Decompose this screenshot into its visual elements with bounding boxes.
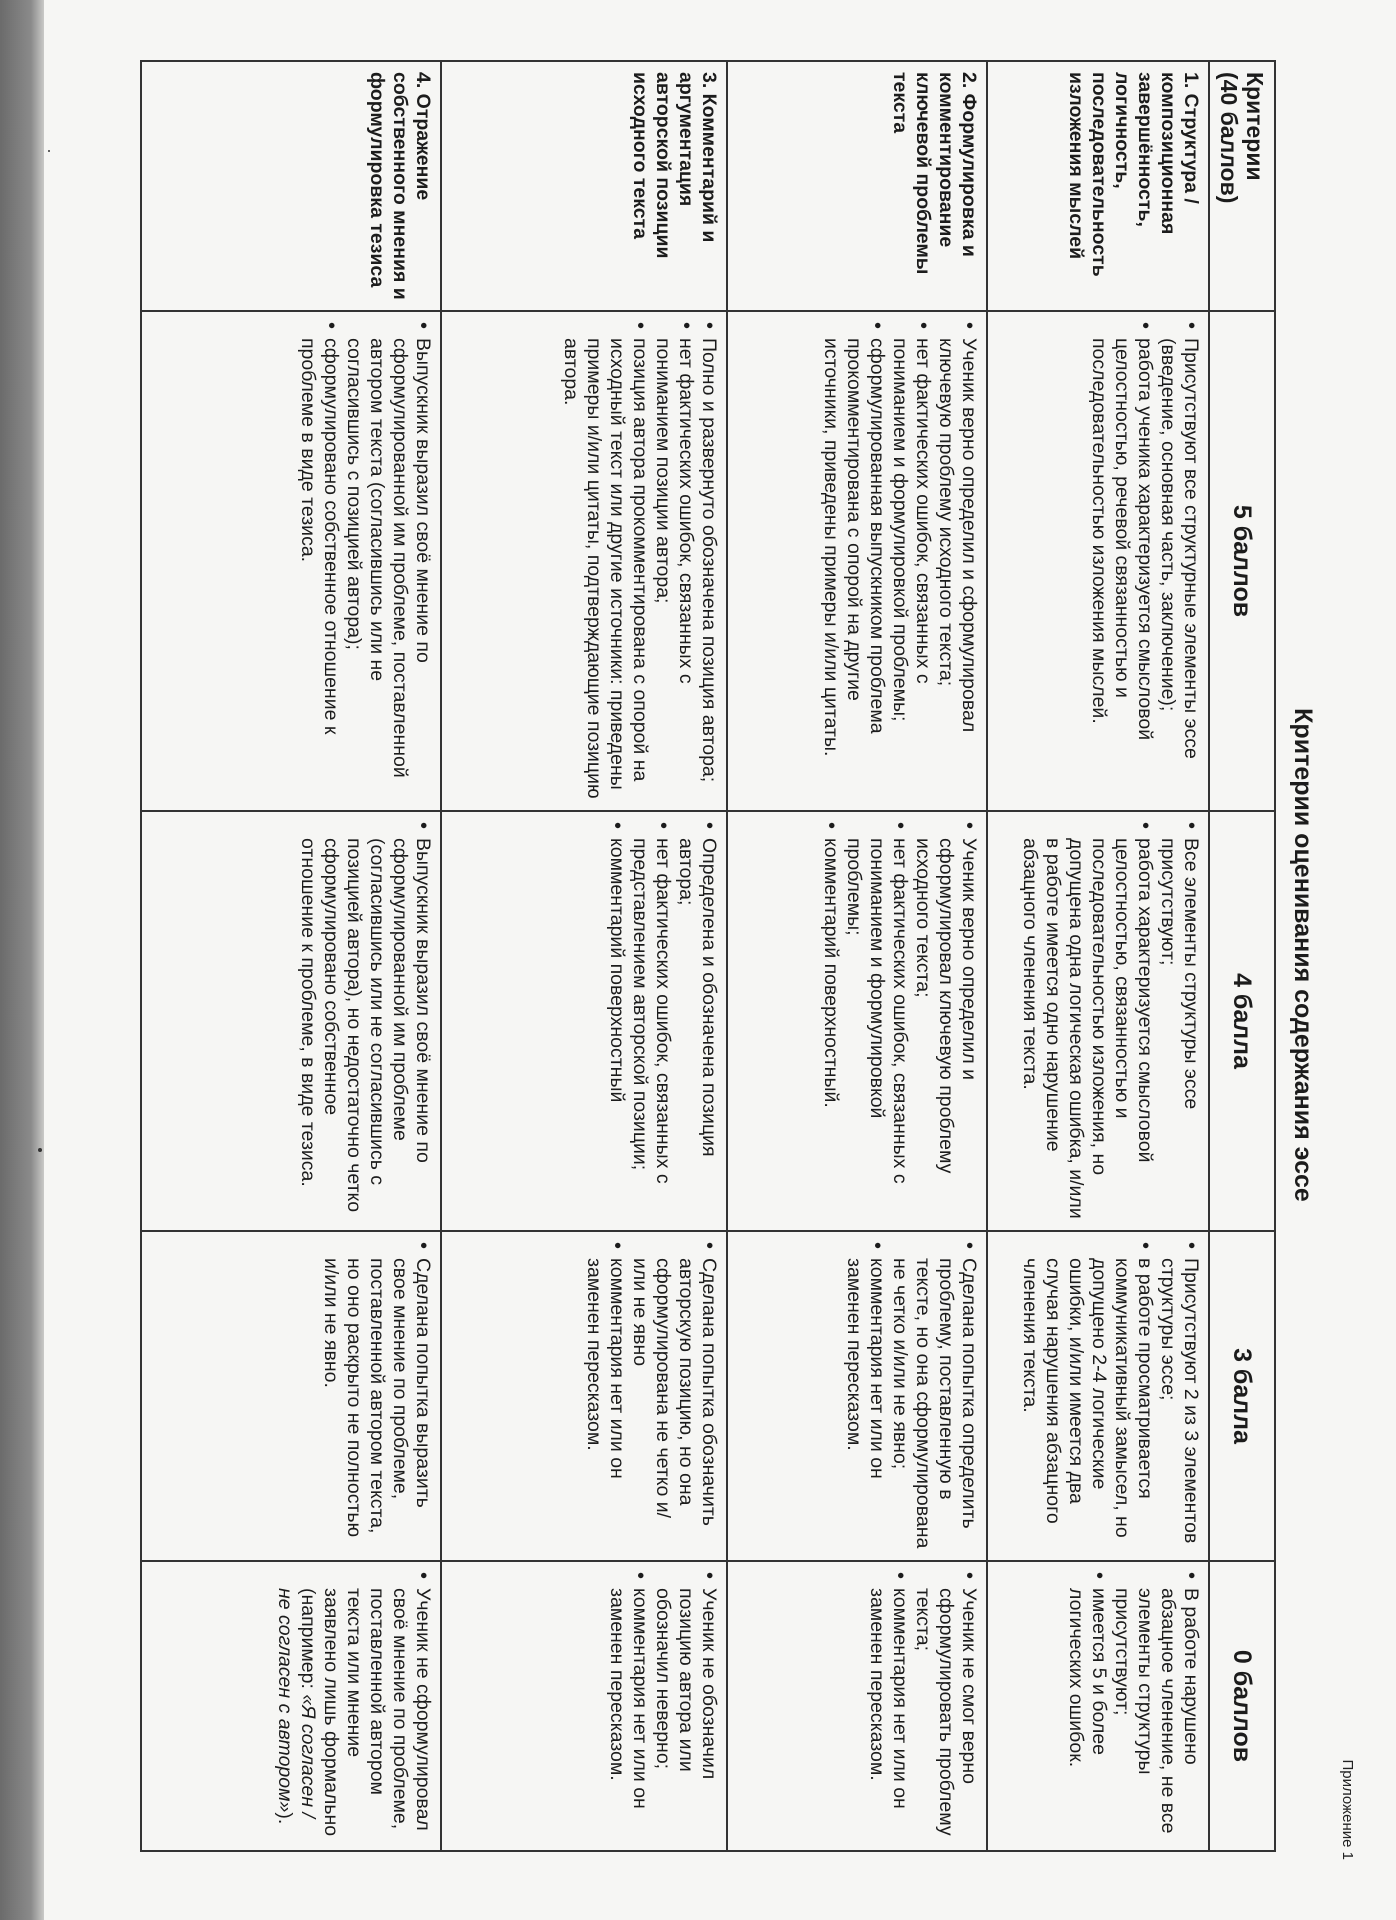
header-3-points: 3 балла <box>1209 1231 1275 1561</box>
points-3-cell <box>441 1231 727 1561</box>
points-3-cell <box>987 1231 1209 1561</box>
points-5-cell <box>141 311 441 811</box>
list-item: • нет фактических ошибок, связанных с пониманием и формулировкой проблемы; <box>888 322 934 800</box>
list-item: • комментария нет или он заменен пересказом. <box>842 1242 888 1550</box>
list-item-end: ). <box>274 1812 296 1825</box>
points-4-cell <box>441 811 727 1231</box>
list-item: • Присутствуют 2 из 3 элементов структуры эссе; <box>1156 1242 1202 1550</box>
list-item: • позиция автора прокомментирована с опорой на исходный текст или другие источники: приведены примеры и/или цитаты, подтверждающие позицию автора. <box>559 322 651 800</box>
list-item: • сформулировано собственное отношение к проблеме в виде тезиса. <box>296 322 342 800</box>
page-title: Критерии оценивания содержания эссе <box>1289 708 1317 1202</box>
criterion-cell: 4. Отражение собственного мнения и формулировка тезиса <box>141 61 441 311</box>
list-item: • Присутствуют все структурные элементы эссе (введение, основная часть, заключение); <box>1156 322 1202 800</box>
points-0-cell <box>141 1561 441 1851</box>
points-0-cell <box>727 1561 987 1851</box>
header-criteria-label: Критерии <box>1242 72 1268 181</box>
list-item: • Выпускник выразил своё мнение по сформулированной им проблеме, поставленной автором текста (согласившись или не согласившись с позицией автора); <box>342 322 434 800</box>
header-5-points: 5 баллов <box>1209 311 1275 811</box>
list-item: • нет фактических ошибок, связанных с пониманием позиции автора; <box>651 322 697 800</box>
list-item: • Сделана попытка выразить свое мнение по проблеме, поставленной автором текста, но оно раскрыто не полностью и/или не явно. <box>319 1242 434 1550</box>
list-item: • В работе нарушено абзацное членение, не все элементы структуры присутствуют; <box>1110 1572 1202 1840</box>
list-item <box>273 1572 434 1840</box>
criteria-table <box>140 60 1276 1852</box>
rotated-document <box>90 30 1356 1880</box>
points-5-cell <box>441 311 727 811</box>
table-row <box>441 61 727 1851</box>
points-0-cell <box>987 1561 1209 1851</box>
scan-shadow-edge <box>0 0 44 1920</box>
list-item: • комментария нет или он заменен пересказом. <box>865 1572 911 1840</box>
criterion-cell: 2. Формулировка и комментирование ключевой проблемы текста <box>727 61 987 311</box>
quote-example: «Я согласен / не согласен с автором» <box>274 1588 319 1818</box>
header-4-points: 4 балла <box>1209 811 1275 1231</box>
list-item: • в работе просматривается коммуникативный замысел, но допущено 2-4 логические ошибки, и/или имеется два случая нарушения абзацного членения текста. <box>1018 1242 1156 1550</box>
points-4-cell <box>987 811 1209 1231</box>
list-item: • Ученик верно определил и сформулировал ключевую проблему исходного текста; <box>934 322 980 800</box>
list-item: • нет фактических ошибок, связанных с представлением авторской позиции; <box>628 822 674 1220</box>
list-item: • нет фактических ошибок, связанных с пониманием и формулировкой проблемы; <box>842 822 911 1220</box>
list-item: • имеется 5 и более логических ошибок. <box>1064 1572 1110 1840</box>
points-4-cell <box>141 811 441 1231</box>
list-item: • Ученик верно определил и сформулировал ключевую проблему исходного текста; <box>911 822 980 1220</box>
dust-speck <box>48 150 50 152</box>
list-item: • Ученик не смог верно сформулировать проблему текста; <box>911 1572 980 1840</box>
criterion-cell: 1. Структура / композиционная завершённость, логичность, последовательность изложения мыслей <box>987 61 1209 311</box>
list-item: • работа ученика характеризуется смысловой целостностью, речевой связанностью и последовательностью изложения мыслей. <box>1087 322 1156 800</box>
points-4-cell <box>727 811 987 1231</box>
table-row <box>141 61 441 1851</box>
header-0-points: 0 баллов <box>1209 1561 1275 1851</box>
list-item: • Сделана попытка обозначить авторскую позицию, но она сформулирована не четко и/или не явно <box>628 1242 720 1550</box>
list-item: • Полно и развернуто обозначена позиция автора; <box>697 322 720 800</box>
points-3-cell <box>141 1231 441 1561</box>
header-criteria-points: (40 баллов) <box>1216 72 1242 204</box>
table-row <box>987 61 1209 1851</box>
list-item: • комментария нет или он заменен пересказом. <box>605 1572 651 1840</box>
list-item: • Определена и обозначена позиция автора; <box>674 822 720 1220</box>
list-item: • комментарий поверхностный <box>605 822 628 1220</box>
list-item: • Сделана попытка определить проблему, поставленную в тексте, но она сформулирована не четко и/или не явно; <box>888 1242 980 1550</box>
list-item: • работа характеризуется смысловой целостностью, связанностью и последовательностью изложения, но допущена одна логическая ошибка, и/или в работе имеется одно нарушение абзацного членения текста. <box>1018 822 1156 1220</box>
table-header-row <box>1209 61 1275 1851</box>
list-item: • Выпускник выразил своё мнение по сформулированной им проблеме (согласившись или не согласившись с позицией автора), но недостаточно четко сформулировано собственное отношение к проблеме, в виде тезиса. <box>296 822 434 1220</box>
list-item: • Все элементы структуры эссе присутствуют; <box>1156 822 1202 1220</box>
dust-speck <box>38 1148 42 1152</box>
points-3-cell <box>727 1231 987 1561</box>
table-row <box>727 61 987 1851</box>
header-criteria <box>1209 61 1275 311</box>
list-item: • Ученик не обозначил позицию автора или обозначил неверно; <box>651 1572 720 1840</box>
criterion-cell: 3. Комментарий и аргументация авторской позиции исходного текста <box>441 61 727 311</box>
list-item: • комментария нет или он заменен пересказом. <box>582 1242 628 1550</box>
appendix-label: Приложение 1 <box>1339 1759 1356 1860</box>
list-item: • сформулированная выпускником проблема прокомментирована с опорой на другие источники, приведены примеры и/или цитаты. <box>819 322 888 800</box>
points-5-cell <box>987 311 1209 811</box>
points-5-cell <box>727 311 987 811</box>
list-item-text: Ученик не сформулировал своё мнение по проблеме, поставленной автором текста или мнение заявлено лишь формально (например: <box>297 1588 434 1837</box>
list-item: • комментарий поверхностный. <box>819 822 842 1220</box>
points-0-cell <box>441 1561 727 1851</box>
